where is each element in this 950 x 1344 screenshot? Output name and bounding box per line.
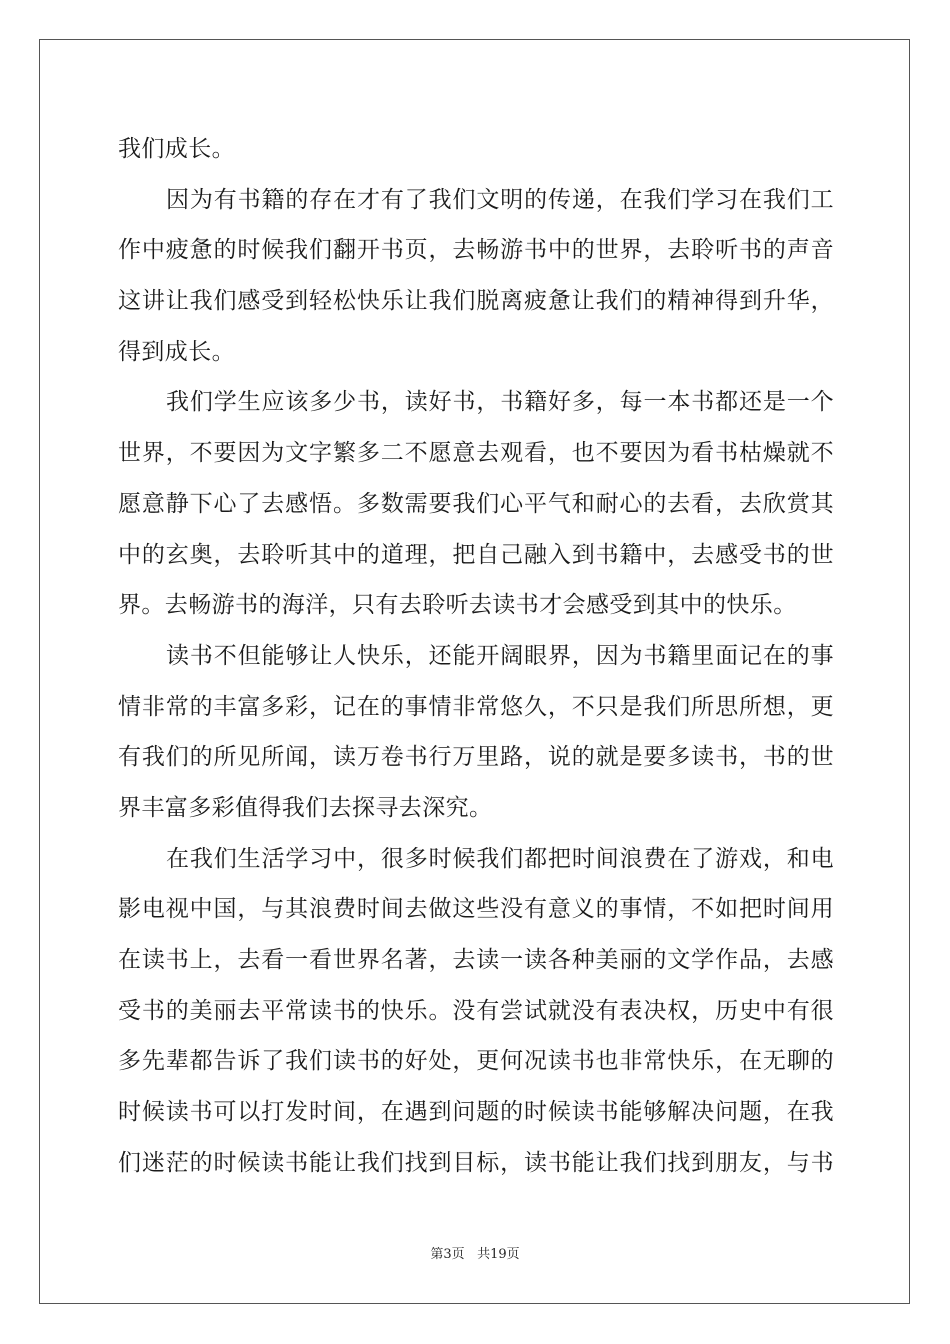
text-line: 在我们生活学习中，很多时候我们都把时间浪费在了游戏，和电 <box>166 845 834 872</box>
text-line: 们迷茫的时候读书能让我们找到目标，读书能让我们找到朋友，与书 <box>118 1149 834 1176</box>
text-line: 我们学生应该多少书，读好书，书籍好多，每一本书都还是一个 <box>166 389 834 416</box>
text-line: 在读书上，去看一看世界名著，去读一读各种美丽的文学作品，去感 <box>118 947 834 973</box>
text-line: 界丰富多彩值得我们去探寻去深究。 <box>118 794 493 821</box>
text-line: 时候读书可以打发时间，在遇到问题的时候读书能够解决问题，在我 <box>118 1099 834 1126</box>
text-line: 界。去畅游书的海洋，只有去聆听去读书才会感受到其中的快乐。 <box>118 592 797 619</box>
text-line: 中的玄奥，去聆听其中的道理，把自己融入到书籍中，去感受书的世 <box>118 541 834 568</box>
text-line: 得到成长。 <box>118 338 235 365</box>
text-line: 作中疲惫的时候我们翻开书页，去畅游书中的世界，去聆听书的声音 <box>118 237 834 264</box>
text-line: 这讲让我们感受到轻松快乐让我们脱离疲惫让我们的精神得到升华， <box>118 288 834 315</box>
text-line: 情非常的丰富多彩，记在的事情非常悠久，不只是我们所思所想，更 <box>118 693 834 720</box>
document-body <box>118 124 834 1188</box>
text-line: 因为有书籍的存在才有了我们文明的传递，在我们学习在我们工 <box>166 186 834 213</box>
page-footer <box>0 1243 950 1262</box>
text-line: 读书不但能够让人快乐，还能开阔眼界，因为书籍里面记在的事 <box>166 642 834 669</box>
text-line: 受书的美丽去平常读书的快乐。没有尝试就没有表决权，历史中有很 <box>118 997 834 1024</box>
total-pages: 共19页 <box>477 1247 520 1262</box>
text-line: 我们成长。 <box>118 136 235 162</box>
text-line: 影电视中国，与其浪费时间去做这些没有意义的事情，不如把时间用 <box>118 896 834 923</box>
current-page-number: 第3页 <box>430 1247 465 1262</box>
text-line: 有我们的所见所闻，读万卷书行万里路，说的就是要多读书，书的世 <box>118 744 834 771</box>
text-line: 多先辈都告诉了我们读书的好处，更何况读书也非常快乐，在无聊的 <box>118 1048 834 1075</box>
text-line: 愿意静下心了去感悟。多数需要我们心平气和耐心的去看，去欣赏其 <box>118 490 834 517</box>
text-line: 世界，不要因为文字繁多二不愿意去观看，也不要因为看书枯燥就不 <box>118 440 834 467</box>
